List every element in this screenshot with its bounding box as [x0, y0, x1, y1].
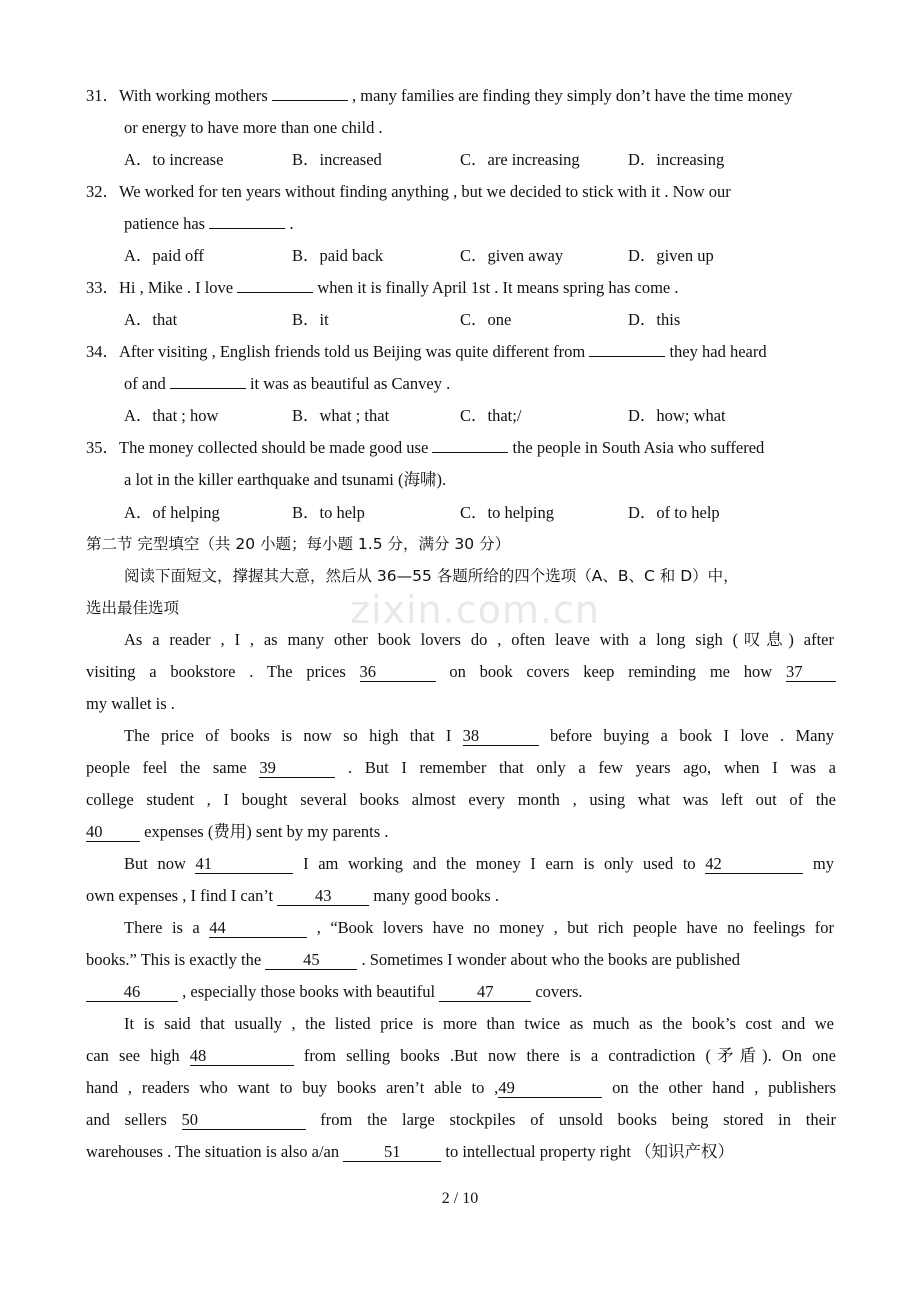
blank	[432, 452, 508, 453]
blank-36: 36	[360, 663, 436, 682]
passage-line: There is a 44 , “Book lovers have no money , but rich people have no feelings for	[124, 918, 834, 937]
question-31-line-1: 31．With working mothers , many families are finding they simply don’t have the time money	[86, 86, 793, 105]
passage-line: people feel the same 39 . But I remember that only a few years ago, when I was a	[86, 758, 836, 777]
question-35-line-2: a lot in the killer earthquake and tsunami (海啸).	[124, 470, 447, 489]
page-number: 2 / 10	[441, 1190, 479, 1207]
passage-line: can see high 48 from selling books .But now there is a contradiction (矛盾). On one	[86, 1046, 836, 1065]
passage-line: my wallet is .	[86, 694, 175, 713]
passage-line: warehouses . The situation is also a/an 51 to intellectual property right （知识产权）	[86, 1142, 735, 1161]
passage-line: and sellers 50 from the large stockpiles of unsold books being stored in their	[86, 1110, 836, 1129]
section-heading: 第二节 完型填空（共 20 小题；每小题 1.5 分，满分 30 分）	[86, 535, 511, 553]
passage-line: It is said that usually , the listed price is more than twice as much as the book’s cost and we	[124, 1014, 834, 1033]
question-34-options: A．that ; how B．what ; that C．that;/ D．how; what	[124, 406, 726, 425]
blank	[589, 356, 665, 357]
instruction-line-1: 阅读下面短文，撑握其大意，然后从 36—55 各题所给的四个选项（A、B、C 和 D）中，	[124, 567, 739, 585]
passage-line: But now 41 I am working and the money I earn is only used to 42 my	[124, 854, 834, 873]
blank	[170, 388, 246, 389]
passage-line: own expenses , I find I can’t 43 many good books .	[86, 886, 499, 905]
blank-43: 43	[277, 887, 369, 906]
passage-line: 46 , especially those books with beautiful 47 covers.	[86, 981, 836, 1003]
question-34-line-1: 34．After visiting , English friends told us Beijing was quite different from they had heard	[86, 342, 767, 361]
passage-line: hand , readers who want to buy books aren’t able to ,49 on the other hand , publishers	[86, 1078, 837, 1097]
blank-47: 47	[439, 983, 531, 1002]
passage-line: visiting a bookstore . The prices 36 on book covers keep reminding me how 37	[86, 661, 836, 683]
watermark: zixin.com.cn	[350, 588, 600, 632]
passage-line: The price of books is now so high that I 38 before buying a book I love . Many	[124, 726, 834, 745]
blank-50: 50	[182, 1111, 306, 1130]
passage-line: 40 expenses (费用) sent by my parents .	[86, 822, 389, 841]
passage-line: As a reader , I , as many other book lovers do , often leave with a long sigh (叹息) after	[124, 630, 834, 649]
blank-46: 46	[86, 983, 178, 1002]
question-34-line-2: of and it was as beautiful as Canvey .	[124, 374, 451, 393]
question-33-line-1: 33．Hi , Mike . I love when it is finally April 1st . It means spring has come .	[86, 278, 679, 297]
blank	[272, 100, 348, 101]
blank-49: 49	[498, 1079, 602, 1098]
blank-45: 45	[265, 951, 357, 970]
blank-39: 39	[259, 759, 335, 778]
blank-40: 40	[86, 823, 140, 842]
question-33-options: A．that B．it C．one D．this	[124, 310, 681, 329]
blank-42: 42	[705, 855, 803, 874]
instruction-line-2: 选出最佳选项	[86, 599, 180, 617]
blank-48: 48	[190, 1047, 294, 1066]
question-35-options: A．of helping B．to help C．to helping D．of to help	[124, 503, 720, 522]
blank-51: 51	[343, 1143, 441, 1162]
blank	[237, 292, 313, 293]
question-31-options: A．to increase B．increased C．are increasing D．increasing	[124, 150, 725, 169]
blank	[209, 228, 285, 229]
blank-37: 37	[786, 663, 836, 682]
blank-44: 44	[209, 919, 307, 938]
question-35-line-1: 35．The money collected should be made good use the people in South Asia who suffered	[86, 438, 765, 457]
question-32-line-2: patience has .	[124, 214, 294, 233]
question-32-options: A．paid off B．paid back C．given away D．given up	[124, 246, 714, 265]
blank-38: 38	[463, 727, 539, 746]
passage-line: books.” This is exactly the 45 . Sometimes I wonder about who the books are published	[86, 950, 740, 969]
blank-41: 41	[195, 855, 293, 874]
question-31-line-2: or energy to have more than one child .	[124, 118, 383, 137]
passage-line: college student , I bought several books almost every month , using what was left out of the	[86, 790, 836, 809]
question-32-line-1: 32．We worked for ten years without finding anything , but we decided to stick with it . Now our	[86, 182, 731, 201]
